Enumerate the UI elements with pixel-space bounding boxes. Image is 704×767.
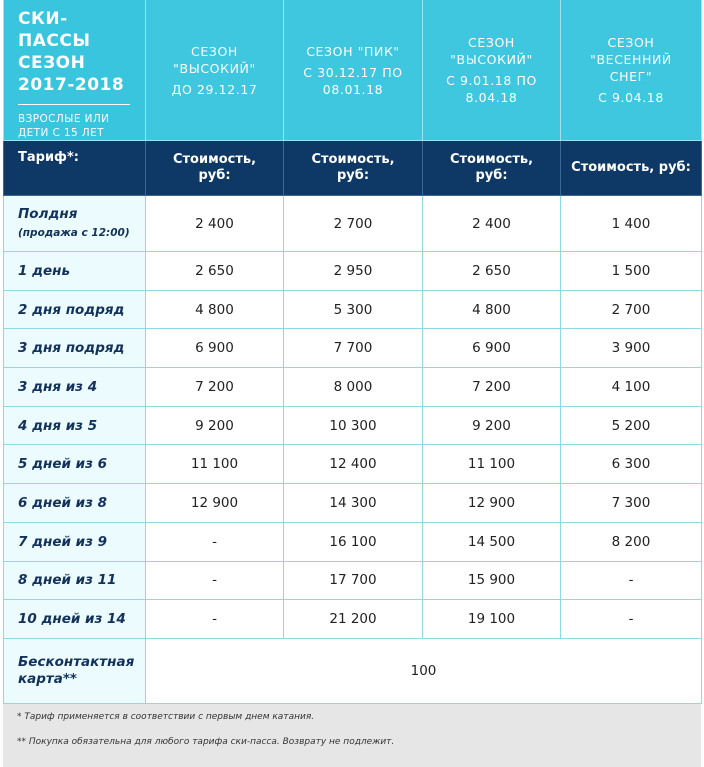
title-divider xyxy=(18,104,130,105)
table-row xyxy=(4,445,702,484)
season-spring-snow xyxy=(561,0,702,141)
price-cell: - xyxy=(146,522,284,561)
price-cell: 2 700 xyxy=(561,290,702,329)
title-line-2: СЕЗОН xyxy=(18,53,86,73)
price-cell: 2 650 xyxy=(423,252,561,291)
season-header-row xyxy=(4,0,702,141)
table-subtitle xyxy=(18,112,135,140)
season-name: СЕЗОН "ВЕСЕННИЙ СНЕГ" xyxy=(590,35,672,84)
price-cell: - xyxy=(146,561,284,600)
subtitle-line-2: ДЕТИ С 15 ЛЕТ xyxy=(18,127,104,139)
tariff-name: 10 дней из 14 xyxy=(4,600,146,639)
price-cell: - xyxy=(561,600,702,639)
tariff-name: Полдня (продажа с 12:00) xyxy=(4,196,146,252)
price-cell: 2 950 xyxy=(284,252,423,291)
table-title-cell xyxy=(4,0,146,141)
price-cell: 6 300 xyxy=(561,445,702,484)
table-row xyxy=(4,522,702,561)
price-cell: 21 200 xyxy=(284,600,423,639)
tariff-name: 3 дня из 4 xyxy=(4,368,146,407)
price-cell: 2 700 xyxy=(284,196,423,252)
cost-header: Стоимость, руб: xyxy=(146,141,284,196)
contactless-card-price: 100 xyxy=(146,638,702,703)
price-cell: 2 400 xyxy=(146,196,284,252)
season-dates: С 30.12.17 ПО 08.01.18 xyxy=(303,64,403,97)
tariff-note: (продажа с 12:00) xyxy=(18,227,130,239)
price-cell: 5 200 xyxy=(561,406,702,445)
price-cell: 10 300 xyxy=(284,406,423,445)
season-high-1 xyxy=(146,0,284,141)
season-high-2 xyxy=(423,0,561,141)
tariff-header: Тариф*: xyxy=(4,141,146,196)
price-cell: 1 400 xyxy=(561,196,702,252)
price-cell: 12 900 xyxy=(423,484,561,523)
table-row xyxy=(4,290,702,329)
price-cell: 11 100 xyxy=(146,445,284,484)
price-cell: 19 100 xyxy=(423,600,561,639)
price-cell: 8 000 xyxy=(284,368,423,407)
title-line-1: СКИ-ПАССЫ xyxy=(18,9,91,51)
tariff-name: 7 дней из 9 xyxy=(4,522,146,561)
season-name: СЕЗОН "ВЫСОКИЙ" xyxy=(450,35,533,67)
tariff-name: 3 дня подряд xyxy=(4,329,146,368)
price-cell: 15 900 xyxy=(423,561,561,600)
price-cell: 12 900 xyxy=(146,484,284,523)
tariff-name: 5 дней из 6 xyxy=(4,445,146,484)
tariff-name: 1 день xyxy=(4,252,146,291)
contactless-card-label: Бесконтактная карта** xyxy=(4,638,146,703)
price-cell: 7 300 xyxy=(561,484,702,523)
footnote-2: ** Покупка обязательна для любого тарифа ски-пасса. Возврату не подлежит. xyxy=(17,736,395,747)
price-cell: 6 900 xyxy=(146,329,284,368)
price-cell: 2 400 xyxy=(423,196,561,252)
price-cell: 11 100 xyxy=(423,445,561,484)
price-cell: 4 100 xyxy=(561,368,702,407)
price-cell: 9 200 xyxy=(423,406,561,445)
footnote-1: * Тариф применяется в соответствии с первым днем катания. xyxy=(17,711,315,722)
tariff-name: 6 дней из 8 xyxy=(4,484,146,523)
table-row xyxy=(4,196,702,252)
footnotes xyxy=(3,704,701,767)
table-title xyxy=(18,8,135,96)
price-cell: 17 700 xyxy=(284,561,423,600)
season-peak xyxy=(284,0,423,141)
table-row xyxy=(4,329,702,368)
price-cell: 4 800 xyxy=(423,290,561,329)
price-cell: 16 100 xyxy=(284,522,423,561)
price-cell: 14 300 xyxy=(284,484,423,523)
season-dates: ДО 29.12.17 xyxy=(171,81,258,97)
price-cell: - xyxy=(146,600,284,639)
price-cell: 7 200 xyxy=(423,368,561,407)
table-row xyxy=(4,561,702,600)
tariff-name: 8 дней из 11 xyxy=(4,561,146,600)
contactless-card-row xyxy=(4,638,702,703)
price-cell: 3 900 xyxy=(561,329,702,368)
tariff-name: 2 дня подряд xyxy=(4,290,146,329)
tariff-name: 4 дня из 5 xyxy=(4,406,146,445)
season-dates: С 9.01.18 ПО 8.04.18 xyxy=(446,73,537,105)
table-row xyxy=(4,252,702,291)
table-row xyxy=(4,484,702,523)
subtitle-line-1: ВЗРОСЛЫЕ ИЛИ xyxy=(18,113,110,125)
cost-header: Стоимость, руб: xyxy=(284,141,423,196)
ski-pass-price-table xyxy=(3,0,702,704)
column-header-row xyxy=(4,141,702,196)
season-name: СЕЗОН "ПИК" xyxy=(306,43,400,59)
price-cell: 7 700 xyxy=(284,329,423,368)
title-line-3: 2017-2018 xyxy=(18,75,125,95)
price-cell: 12 400 xyxy=(284,445,423,484)
cost-header: Стоимость, руб: xyxy=(423,141,561,196)
price-cell: 8 200 xyxy=(561,522,702,561)
season-name: СЕЗОН "ВЫСОКИЙ" xyxy=(173,43,256,76)
price-cell: 2 650 xyxy=(146,252,284,291)
price-cell: 5 300 xyxy=(284,290,423,329)
price-cell: 4 800 xyxy=(146,290,284,329)
ski-pass-price-table-wrapper xyxy=(3,0,701,767)
table-row xyxy=(4,368,702,407)
price-cell: 7 200 xyxy=(146,368,284,407)
price-cell: 1 500 xyxy=(561,252,702,291)
cost-header: Стоимость, руб: xyxy=(561,141,702,196)
price-cell: 9 200 xyxy=(146,406,284,445)
price-cell: 6 900 xyxy=(423,329,561,368)
season-dates: С 9.04.18 xyxy=(598,90,664,105)
price-cell: 14 500 xyxy=(423,522,561,561)
price-cell: - xyxy=(561,561,702,600)
table-row xyxy=(4,406,702,445)
table-row xyxy=(4,600,702,639)
